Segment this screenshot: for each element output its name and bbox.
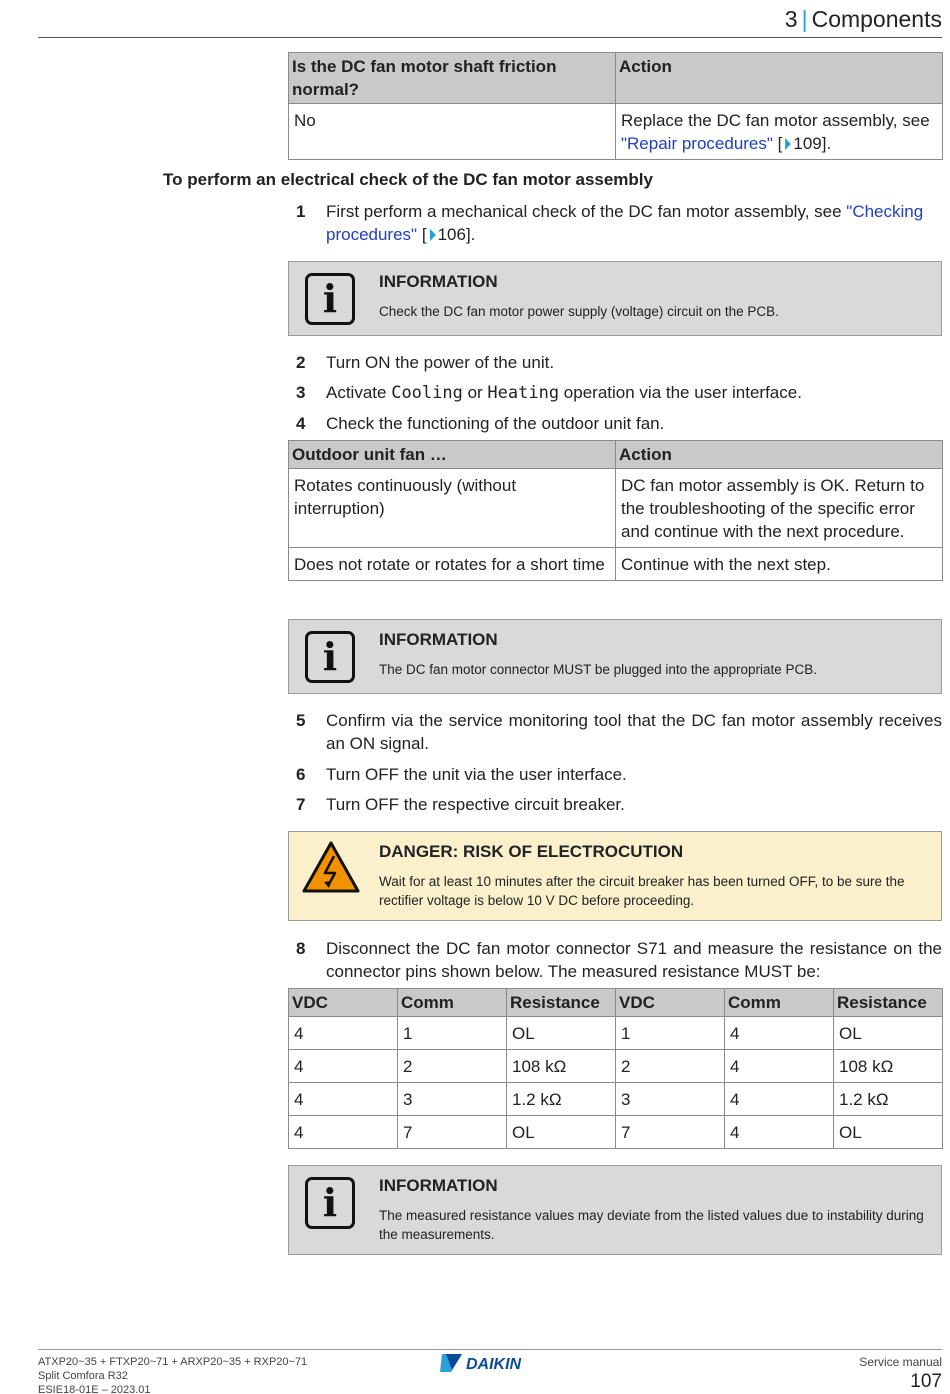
page-number: 107 — [910, 1371, 942, 1392]
note-body: Check the DC fan motor power supply (voltage) circuit on the PCB. — [379, 304, 779, 319]
step-1 — [296, 200, 942, 246]
table-cell: Rotates continuously (without interruption) — [289, 469, 616, 548]
table-cell: 1 — [398, 1017, 507, 1050]
footer-info — [38, 1355, 307, 1394]
outdoor-fan-table — [288, 440, 943, 581]
shaft-friction-table — [288, 52, 943, 160]
step-5 — [296, 709, 942, 755]
table-header-cell: VDC — [289, 989, 398, 1017]
table-header-cell: Action — [616, 441, 943, 469]
step-number: 5 — [296, 711, 306, 730]
chapter-heading — [785, 6, 942, 33]
table-cell: 4 — [725, 1116, 834, 1149]
note-body: The measured resistance values may deviate from the listed values due to instability during the measurements. — [379, 1208, 924, 1242]
step-number: 6 — [296, 765, 306, 784]
footer-series: Split Comfora R32 — [38, 1370, 128, 1382]
step-text: or — [462, 383, 488, 402]
table-header-cell: Resistance — [834, 989, 943, 1017]
table-cell: Does not rotate or rotates for a short time — [289, 548, 616, 581]
page-ref-open: [ — [421, 225, 427, 244]
electrical-hazard-icon — [301, 840, 361, 894]
chapter-number: 3 — [784, 6, 798, 32]
step-8 — [296, 937, 942, 983]
table-row — [289, 1116, 943, 1149]
table-row — [289, 104, 943, 160]
note-body: Wait for at least 10 minutes after the circuit breaker has been turned OFF, to be sure the rectifier voltage is below 10 V DC before proceeding. — [379, 874, 905, 908]
table-header-row — [289, 53, 943, 104]
table-header-cell: Resistance — [507, 989, 616, 1017]
information-note — [288, 1165, 942, 1255]
note-title: INFORMATION — [379, 630, 498, 649]
step-6 — [296, 763, 942, 786]
table-cell: 7 — [398, 1116, 507, 1149]
danger-note — [288, 831, 942, 921]
manual-label: Service manual — [859, 1355, 942, 1369]
table-row — [289, 548, 943, 581]
resistance-table — [288, 988, 943, 1149]
cooling-mode-label: Cooling — [391, 383, 463, 403]
table-cell: OL — [507, 1017, 616, 1050]
step-text: First perform a mechanical check of the DC fan motor assembly, see — [326, 202, 847, 221]
page-ref-open: [ — [777, 134, 783, 153]
table-header-cell: Outdoor unit fan … — [289, 441, 616, 469]
table-cell: 3 — [616, 1083, 725, 1116]
step-number: 1 — [296, 202, 306, 221]
table-row — [289, 469, 943, 548]
table-cell: 3 — [398, 1083, 507, 1116]
page-ref-close: ]. — [821, 134, 832, 153]
table-cell: 4 — [289, 1083, 398, 1116]
table-cell: 108 kΩ — [834, 1050, 943, 1083]
checking-procedures-link[interactable]: "Checking procedures" — [326, 202, 924, 244]
section-title: To perform an electrical check of the DC fan motor assembly — [163, 170, 653, 189]
footer-divider — [38, 1349, 942, 1350]
step-text: Check the functioning of the outdoor unit fan. — [326, 414, 665, 433]
table-header-cell: VDC — [616, 989, 725, 1017]
table-row — [289, 1050, 943, 1083]
step-number: 2 — [296, 353, 306, 372]
heating-mode-label: Heating — [487, 383, 560, 403]
table-row — [289, 1083, 943, 1116]
footer-models: ATXP20~35 + FTXP20~71 + ARXP20~35 + RXP20~71 — [38, 1356, 308, 1368]
page-ref-arrow-icon — [430, 229, 436, 241]
table-cell — [616, 104, 943, 160]
table-cell: 1.2 kΩ — [834, 1083, 943, 1116]
table-cell: 2 — [398, 1050, 507, 1083]
step-number: 7 — [296, 795, 306, 814]
repair-procedures-link[interactable]: "Repair procedures" — [621, 134, 773, 153]
table-cell: 4 — [289, 1116, 398, 1149]
table-header-cell: Comm — [725, 989, 834, 1017]
table-cell: 1.2 kΩ — [507, 1083, 616, 1116]
information-icon: i — [305, 1177, 355, 1229]
table-header-row — [289, 441, 943, 469]
chapter-separator: | — [801, 6, 808, 32]
table-cell: 4 — [725, 1050, 834, 1083]
information-note — [288, 261, 942, 336]
step-text: operation via the user interface. — [559, 383, 802, 402]
step-text: Turn OFF the unit via the user interface. — [326, 765, 627, 784]
table-cell: OL — [834, 1017, 943, 1050]
page-ref-number[interactable]: 106 — [437, 225, 466, 244]
page-ref-close: ]. — [465, 225, 476, 244]
step-number: 3 — [296, 383, 306, 402]
step-text: Turn ON the power of the unit. — [326, 353, 555, 372]
page-ref-arrow-icon — [785, 138, 791, 150]
note-title: INFORMATION — [379, 1176, 498, 1195]
table-cell: 108 kΩ — [507, 1050, 616, 1083]
table-header-cell: Comm — [398, 989, 507, 1017]
table-cell: OL — [834, 1116, 943, 1149]
daikin-logo — [440, 1352, 544, 1374]
step-number: 8 — [296, 939, 306, 958]
information-icon: i — [305, 273, 355, 325]
table-cell: 2 — [616, 1050, 725, 1083]
table-cell: 4 — [725, 1083, 834, 1116]
note-body: The DC fan motor connector MUST be plugged into the appropriate PCB. — [379, 662, 817, 677]
table-header-row — [289, 989, 943, 1017]
step-3 — [296, 381, 942, 405]
step-7 — [296, 793, 942, 816]
step-text: Disconnect the DC fan motor connector S71 and measure the resistance on the connector pins shown below. The measured resistance MUST be: — [326, 939, 942, 981]
table-cell: OL — [507, 1116, 616, 1149]
table-cell: Continue with the next step. — [616, 548, 943, 581]
table-cell: 1 — [616, 1017, 725, 1050]
table-header-cell: Action — [616, 53, 943, 104]
step-text: Confirm via the service monitoring tool that the DC fan motor assembly receives an ON signal. — [326, 711, 942, 753]
table-cell: DC fan motor assembly is OK. Return to the troubleshooting of the specific error and continue with the next procedure. — [616, 469, 943, 548]
step-text: Activate — [326, 383, 392, 402]
table-cell: No — [289, 104, 616, 160]
information-note — [288, 619, 942, 694]
table-cell: 7 — [616, 1116, 725, 1149]
footer-page-info — [859, 1355, 942, 1393]
table-cell: 4 — [725, 1017, 834, 1050]
information-icon: i — [305, 631, 355, 683]
footer-doc-id: ESIE18-01E – 2023.01 — [38, 1384, 151, 1394]
chapter-title: Components — [811, 6, 942, 32]
table-cell: 4 — [289, 1017, 398, 1050]
note-title: INFORMATION — [379, 272, 498, 291]
page-ref-number[interactable]: 109 — [793, 134, 822, 153]
table-row — [289, 1017, 943, 1050]
cell-text: Replace the DC fan motor assembly, see — [621, 111, 930, 130]
brand-wordmark: DAIKIN — [466, 1356, 522, 1373]
note-title: DANGER: RISK OF ELECTROCUTION — [379, 842, 684, 861]
table-header-cell: Is the DC fan motor shaft friction normal? — [289, 53, 616, 104]
step-number: 4 — [296, 414, 306, 433]
table-cell: 4 — [289, 1050, 398, 1083]
step-text: Turn OFF the respective circuit breaker. — [326, 795, 625, 814]
step-4 — [296, 412, 942, 435]
page-header — [38, 0, 942, 38]
step-2 — [296, 351, 942, 374]
